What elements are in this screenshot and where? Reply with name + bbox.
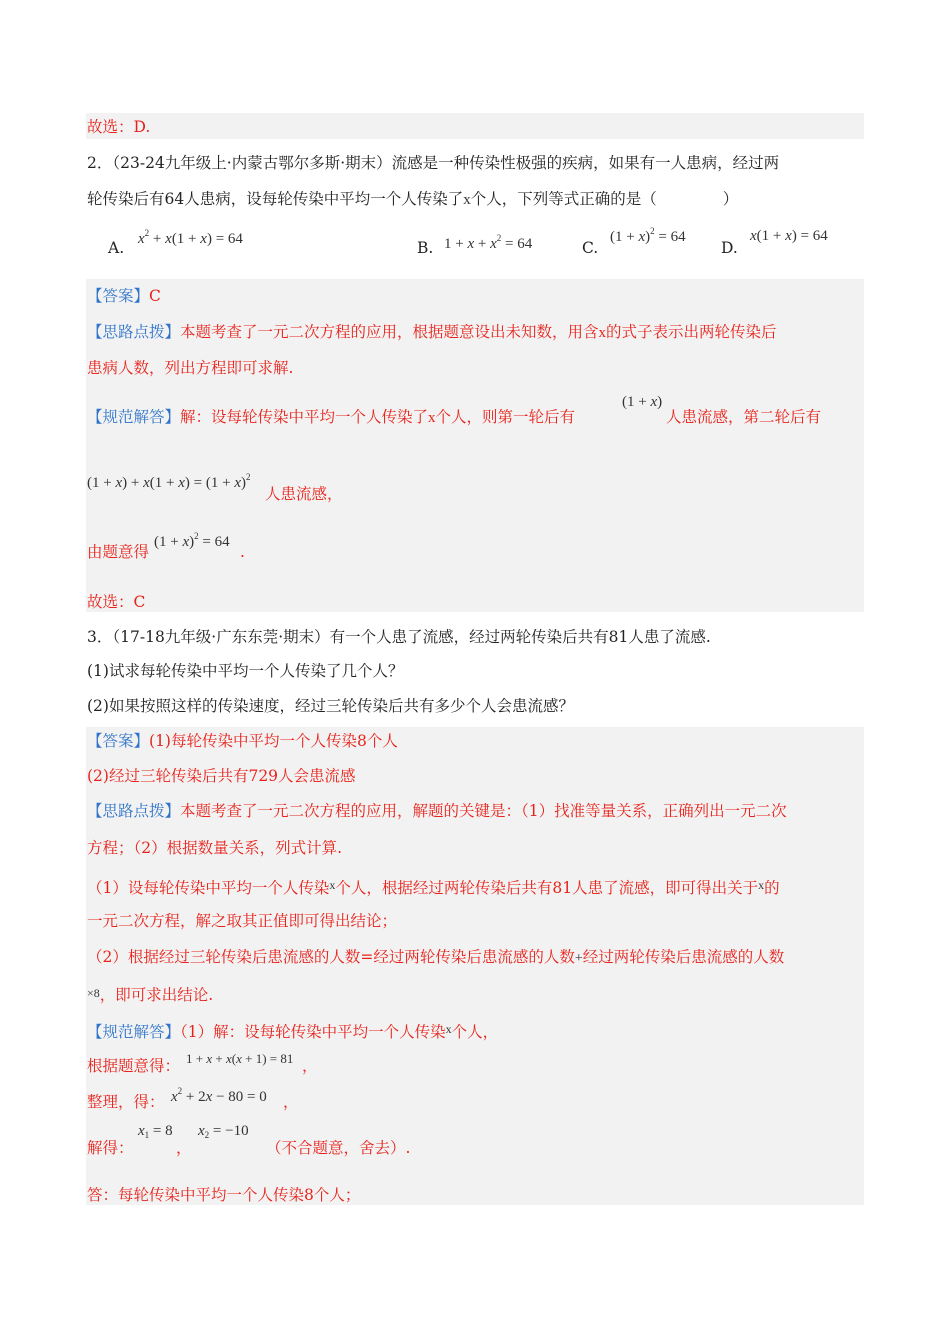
q2-solution-text1c: 人患流感，第二轮后有 [666,408,822,426]
q3-hint-line5 [87,947,784,969]
q3-solution-var: x [445,1022,452,1036]
q2-option-c-math: $(1 + x)^2 = 64$ [610,226,686,245]
q3-hint-var-2: x [758,878,765,892]
q2-solution-text1a: 解：设每轮传染中平均一个人传染了 [180,408,429,426]
q3-solution-expr2: 1 + x + x(x + 1) = 81 [186,1051,294,1066]
q2-solution-expr3: $(1 + x)^2 = 64$ [154,531,230,550]
q2-stem-text1: 流感是一种传染性极强的疾病，如果有一人患病，经过两 [391,154,780,172]
q2-option-d-math: x(1 + x) = 64 [750,228,828,244]
q2-stem-line1 [87,153,779,173]
q3-hint-text5a: （2）根据经过三轮传染后患流感的人数=经过两轮传染后患流感的人数 [87,948,575,966]
q2-option-b-label: B. [417,239,434,257]
q3-hint-times: ×8 [87,986,100,1000]
prev-final-answer: 故选：D. [87,118,151,136]
q3-hint-line1 [87,801,787,821]
q2-solution-expr2: $(1 + x) + x(1 + x) = (1 + x)^2$ [87,472,251,491]
q2-hint-line2: 患病人数，列出方程即可求解. [87,359,294,377]
q2-option-b-math: $1 + x + x^2 = 64$ [444,233,533,252]
q3-hint-line2: 方程；（2）根据数量关系，列式计算. [87,839,343,857]
q2-option-c-label: C. [582,239,599,257]
q2-solution-text1b: 个人，则第一轮后有 [435,408,576,426]
q2-stem-var: x [463,192,471,208]
q2-final-answer: 故选：C [87,593,146,611]
q3-hint-line3 [87,875,780,898]
q2-option-a-label: A. [108,239,125,257]
q2-solution-line1 [87,407,575,428]
q2-answer [87,286,161,306]
q3-hint-line6 [87,983,213,1005]
q3-answer1-text: (1)每轮传染中平均一个人传染8个人 [149,732,398,750]
q2-solution-line3b: . [240,543,245,561]
answer-block-prev [86,113,864,139]
q3-hint-var: x [329,878,336,892]
q2-hint-text1b: 的式子表示出两轮传染后 [606,323,777,341]
q3-hint-plus: + [574,951,583,966]
q2-stem-text2a: 轮传染后有64人患病，设每轮传染中平均一个人传染了 [87,190,464,208]
q3-solution-line1 [87,1019,498,1042]
q2-option-a-math: $x^2 + x(1 + x) = 64$ [138,228,243,247]
q2-hint-text1a: 本题考查了一元二次方程的应用，根据题意设出未知数，用含 [180,323,599,341]
q3-answer2: (2)经过三轮传染后共有729人会患流感 [87,767,356,785]
q3-solution-line4b: （不合题意，舍去）. [266,1139,411,1157]
q3-solution-x1: $x_1 = 8$ [138,1123,173,1140]
q3-source: （17-18九年级·广东东莞·期末） [112,628,330,646]
q3-solution-text1b: 个人， [451,1023,499,1041]
q2-answer-value: C [149,287,161,305]
q3-answer1 [87,731,398,751]
q3-hint-text3b: 个人，根据经过两轮传染后共有81人患了流感，即可得出关于 [335,879,759,897]
q2-answer-tag: 【答案】 [87,287,150,305]
q2-solution-line2: 人患流感， [265,485,343,503]
q2-stem-line2 [87,189,738,210]
q3-hint-text3a: （1）设每轮传染中平均一个人传染 [87,879,330,897]
q2-solution-var: x [428,410,436,426]
q2-solution-line3a: 由题意得 [87,543,150,561]
q3-stem [87,627,711,647]
q2-number: 2． [87,154,113,172]
q3-solution-line2b: ， [302,1057,318,1075]
q3-hint-text5b: 经过两轮传染后患流感的人数 [582,948,785,966]
q3-solution-text1a: （1）解：设每轮传染中平均一个人传染 [180,1023,446,1041]
q3-hint-text6: ，即可求出结论. [99,986,214,1004]
q3-hint-tag: 【思路点拨】 [87,802,181,820]
q2-option-d-label: D. [721,239,738,257]
q3-solution-tag: 【规范解答】 [87,1023,181,1041]
q2-option-b[interactable] [417,239,433,257]
q3-solution-line4a: 解得： [87,1139,134,1157]
q2-option-a[interactable] [108,239,124,257]
q2-hint-var: x [598,325,607,341]
q3-hint-line4: 一元二次方程，解之取其正值即可得出结论； [87,912,398,930]
q3-solution-line3a: 整理，得： [87,1093,165,1111]
q3-solution-line3b: ， [283,1093,299,1111]
q3-solution-line2a: 根据题意得： [87,1057,181,1075]
q3-sub1: (1)试求每轮传染中平均一个人传染了几个人？ [87,662,404,680]
q2-hint-line1 [87,322,777,343]
q3-hint-text1: 本题考查了一元二次方程的应用，解题的关键是：（1）找准等量关系，正确列出一元二次 [180,802,787,820]
q3-number: 3． [87,628,113,646]
q3-stem-text: 有一个人患了流感，经过两轮传染后共有81人患了流感. [329,628,711,646]
q2-solution-tag: 【规范解答】 [87,408,181,426]
q3-sub2: (2)如果按照这样的传染速度，经过三轮传染后共有多少个人会患流感？ [87,697,574,715]
q3-solution-comma: ， [176,1139,192,1157]
q2-source: （23-24九年级上·内蒙古鄂尔多斯·期末） [112,154,392,172]
q3-answer-tag: 【答案】 [87,732,150,750]
q2-hint-tag: 【思路点拨】 [87,323,181,341]
q2-solution-expr1: (1 + x) [622,394,663,410]
q3-solution-line5: 答：每轮传染中平均一个人传染8个人； [87,1186,361,1204]
q3-hint-text3c: 的 [764,879,780,897]
q3-solution-expr3: $x^2 + 2x - 80 = 0$ [171,1086,267,1105]
q2-option-d[interactable] [721,239,738,257]
q2-stem-paren: ） [722,190,739,208]
q2-stem-text2b: 个人，下列等式正确的是（ [470,190,657,208]
q3-solution-x2: $x_2 = -10$ [198,1123,249,1140]
q2-option-c[interactable] [582,239,598,257]
